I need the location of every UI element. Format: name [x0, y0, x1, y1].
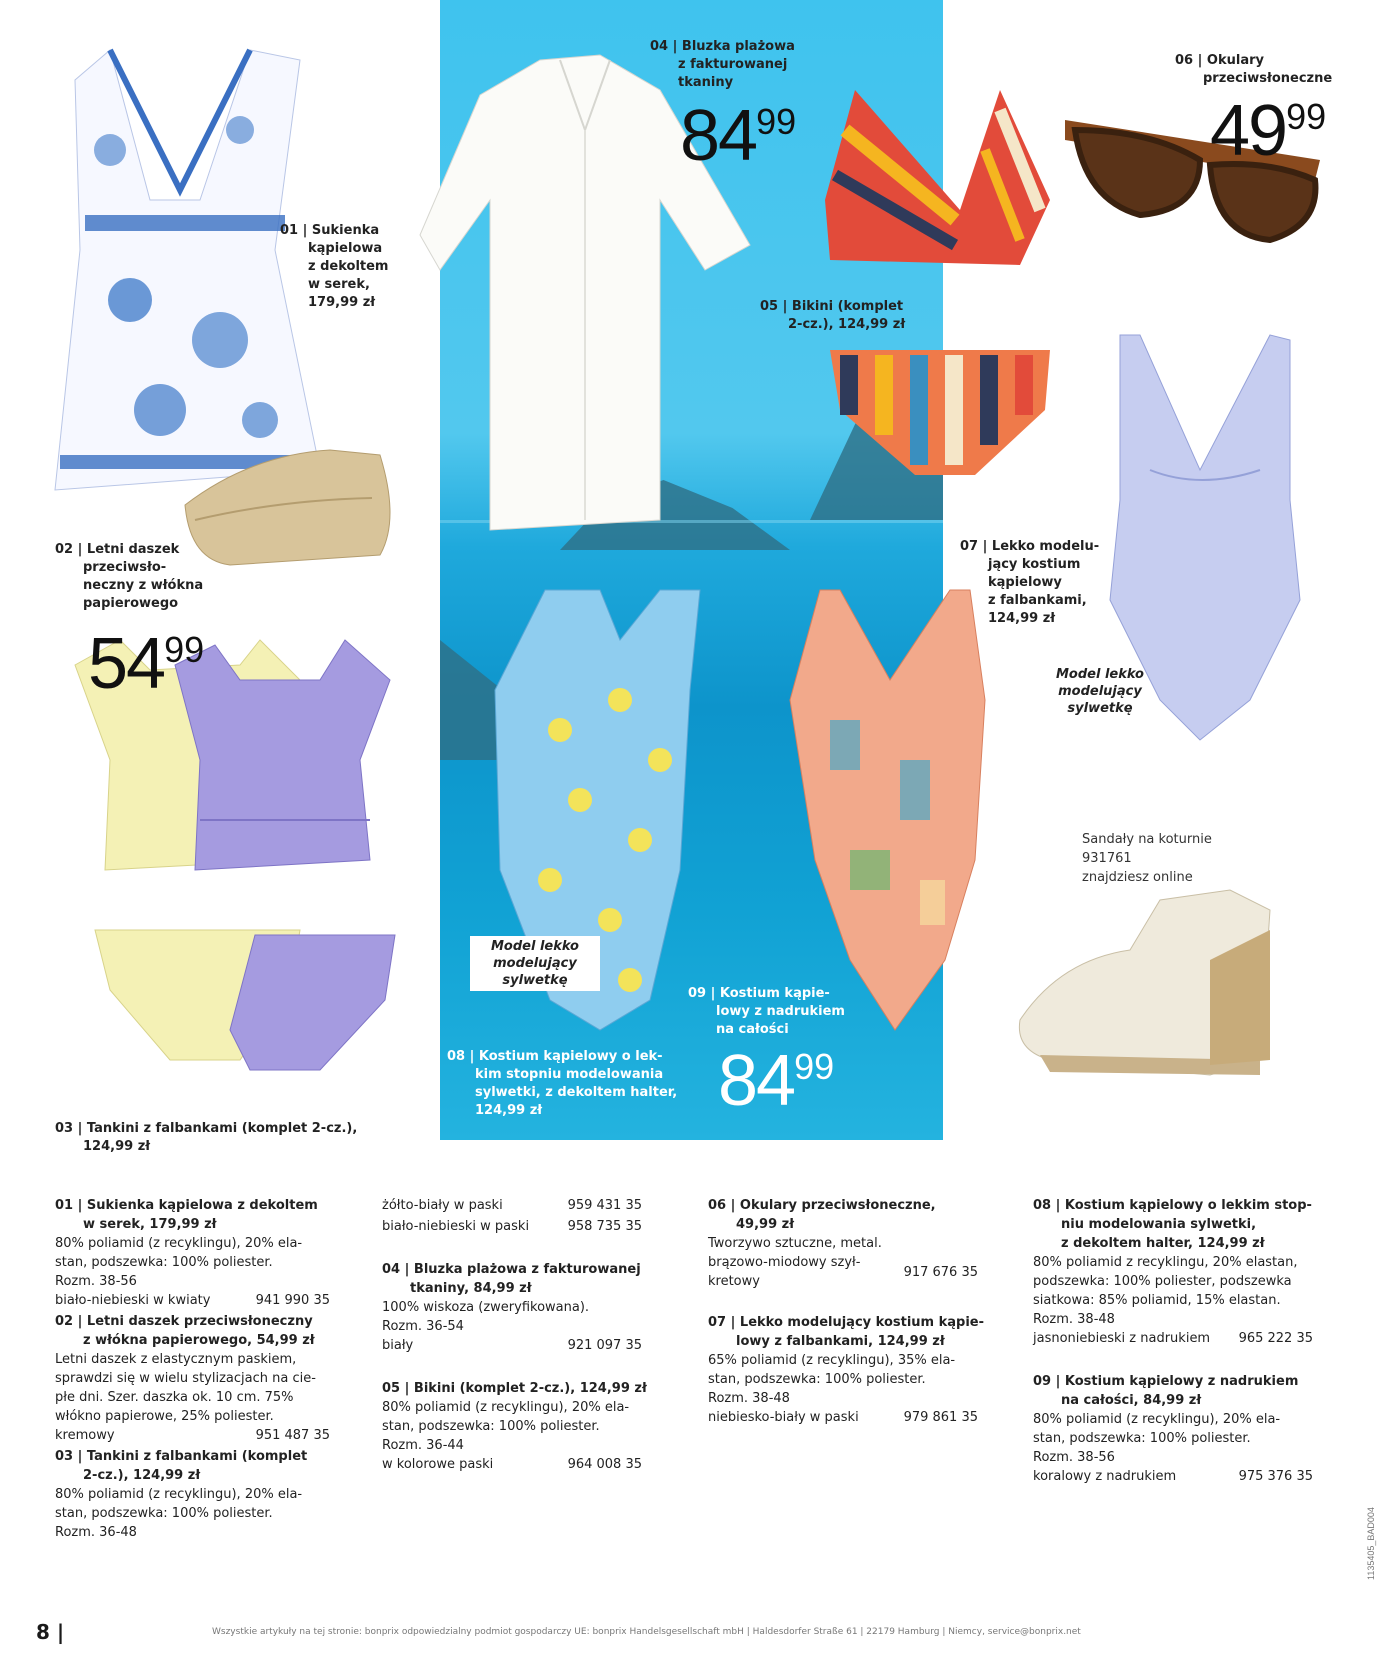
details-column-2 [382, 1196, 652, 1476]
detail-text: 80% poliamid (z recyklingu), 20% ela- [382, 1400, 630, 1415]
page-number: 8 | [36, 1620, 65, 1644]
detail-text: podszewka: 100% poliester, podszewka [1033, 1274, 1292, 1289]
label-07: 07 | Lekko modelu- jący kostium kąpielowy z falbankami, 124,99 zł [960, 539, 1100, 626]
detail-text: płe dni. Szer. daszka ok. 10 cm. 75% [55, 1390, 294, 1405]
detail-variant-row: biało-niebieski w kwiaty 941 990 35 [55, 1293, 330, 1308]
detail-text: Rozm. 38-48 [708, 1391, 790, 1406]
sandal-image [1019, 890, 1270, 1075]
detail-text: stan, podszewka: 100% poliester. [382, 1419, 600, 1434]
label-08: 08 | Kostium kąpielowy o lek- kim stopniu modelowania sylwetki, z dekoltem halter, 124,99 zł [447, 1049, 678, 1118]
detail-variant-row: biały 921 097 35 [382, 1338, 642, 1353]
label-01: 01 | Sukienka kąpielowa z dekoltem w serek, 179,99 zł [280, 223, 389, 310]
detail-heading: 06 | Okulary przeciwsłoneczne, 49,99 zł [708, 1198, 936, 1232]
detail-text: Tworzywo sztuczne, metal. [708, 1236, 882, 1251]
bikini-bottom-image [830, 350, 1050, 475]
detail-text: Rozm. 38-56 [1033, 1450, 1115, 1465]
detail-text: Rozm. 38-48 [1033, 1312, 1115, 1327]
detail-text: sprawdzi się w wielu stylizacjach na cie- [55, 1371, 316, 1386]
detail-text: Letni daszek z elastycznym paskiem, [55, 1352, 297, 1367]
detail-heading: 03 | Tankini z falbankami (komplet 2-cz.), 124,99 zł [55, 1449, 308, 1483]
detail-heading: 09 | Kostium kąpielowy z nadrukiem na całości, 84,99 zł [1033, 1374, 1299, 1408]
detail-text: 65% poliamid (z recyklingu), 35% ela- [708, 1353, 956, 1368]
details-column-1 [55, 1196, 340, 1542]
detail-variant-row: żółto-biały w paski 959 431 35 [382, 1198, 642, 1213]
side-code: 1135405_BAD004 [1366, 1507, 1376, 1580]
detail-variant-row: kremowy 951 487 35 [55, 1428, 330, 1443]
detail-variant-row: niebiesko-biały w paski 979 861 35 [708, 1410, 978, 1425]
price-02: 5499 [88, 624, 205, 704]
coral-swimsuit-image [790, 590, 985, 1030]
sandals-note: Sandały na koturnie 931761 znajdziesz online [1082, 832, 1212, 885]
price-04: 8499 [680, 96, 797, 176]
detail-variant-row: brązowo-miodowy szył- kretowy 917 676 35 [708, 1255, 978, 1289]
label-05: 05 | Bikini (komplet 2-cz.), 124,99 zł [760, 299, 906, 332]
footer-legal: Wszystkie artykuły na tej stronie: bonprix odpowiedzialny podmiot gospodarczy UE: bonprix Handelsgesellschaft mbH | Haldesdorfer Straße 61 | 22179 Hamburg | Niemcy, service@bonprix.net [212, 1627, 1081, 1637]
detail-heading: 07 | Lekko modelujący kostium kąpie- lowy z falbankami, 124,99 zł [708, 1315, 985, 1349]
detail-heading: 02 | Letni daszek przeciwsłoneczny z włókna papierowego, 54,99 zł [55, 1314, 315, 1348]
detail-text: stan, podszewka: 100% poliester. [1033, 1431, 1251, 1446]
detail-text: Rozm. 38-56 [55, 1274, 137, 1289]
detail-text: włókno papierowe, 25% poliester. [55, 1409, 274, 1424]
price-09: 8499 [718, 1041, 835, 1121]
detail-heading: 04 | Bluzka plażowa z fakturowanej tkaniny, 84,99 zł [382, 1262, 641, 1296]
detail-text: 80% poliamid (z recyklingu), 20% ela- [1033, 1412, 1281, 1427]
bikini-top-image [825, 90, 1050, 265]
detail-heading: 05 | Bikini (komplet 2-cz.), 124,99 zł [382, 1381, 647, 1396]
detail-text: 80% poliamid z recyklingu, 20% elastan, [1033, 1255, 1298, 1270]
detail-heading: 01 | Sukienka kąpielowa z dekoltem w serek, 179,99 zł [55, 1198, 318, 1232]
note-07: Model lekko modelujący sylwetkę [1055, 667, 1144, 716]
detail-text: stan, podszewka: 100% poliester. [708, 1372, 926, 1387]
detail-text: Rozm. 36-48 [55, 1525, 137, 1540]
detail-variant-row: biało-niebieski w paski 958 735 35 [382, 1219, 642, 1234]
details-column-4 [1033, 1196, 1323, 1488]
detail-variant-row: jasnoniebieski z nadrukiem 965 222 35 [1033, 1331, 1313, 1346]
detail-text: stan, podszewka: 100% poliester. [55, 1506, 273, 1521]
detail-heading: 08 | Kostium kąpielowy o lekkim stop- niu modelowania sylwetki, z dekoltem halter, 124,99 zł [1033, 1198, 1312, 1251]
detail-text: 100% wiskoza (zweryfikowana). [382, 1300, 590, 1315]
note-08: Model lekko modelujący sylwetkę [470, 936, 600, 991]
tankini-bottoms-image [95, 930, 395, 1070]
detail-text: 80% poliamid (z recyklingu), 20% ela- [55, 1236, 303, 1251]
detail-variant-row: koralowy z nadrukiem 975 376 35 [1033, 1469, 1313, 1484]
detail-text: 80% poliamid (z recyklingu), 20% ela- [55, 1487, 303, 1502]
label-06: 06 | Okulary przeciwsłoneczne [1175, 53, 1333, 86]
label-02: 02 | Letni daszek przeciwsło- neczny z włókna papierowego [55, 542, 204, 611]
label-09: 09 | Kostium kąpie- lowy z nadrukiem na całości [688, 986, 845, 1037]
detail-text: stan, podszewka: 100% poliester. [55, 1255, 273, 1270]
label-04: 04 | Bluzka plażowa z fakturowanej tkaniny [650, 39, 795, 90]
detail-text: Rozm. 36-44 [382, 1438, 464, 1453]
label-03: 03 | Tankini z falbankami (komplet 2-cz.), 124,99 zł [55, 1121, 358, 1154]
price-06: 4999 [1210, 91, 1327, 171]
details-column-3 [708, 1196, 988, 1429]
detail-text: siatkowa: 85% poliamid, 15% elastan. [1033, 1293, 1281, 1308]
detail-variant-row: w kolorowe paski 964 008 35 [382, 1457, 642, 1472]
detail-text: Rozm. 36-54 [382, 1319, 464, 1334]
